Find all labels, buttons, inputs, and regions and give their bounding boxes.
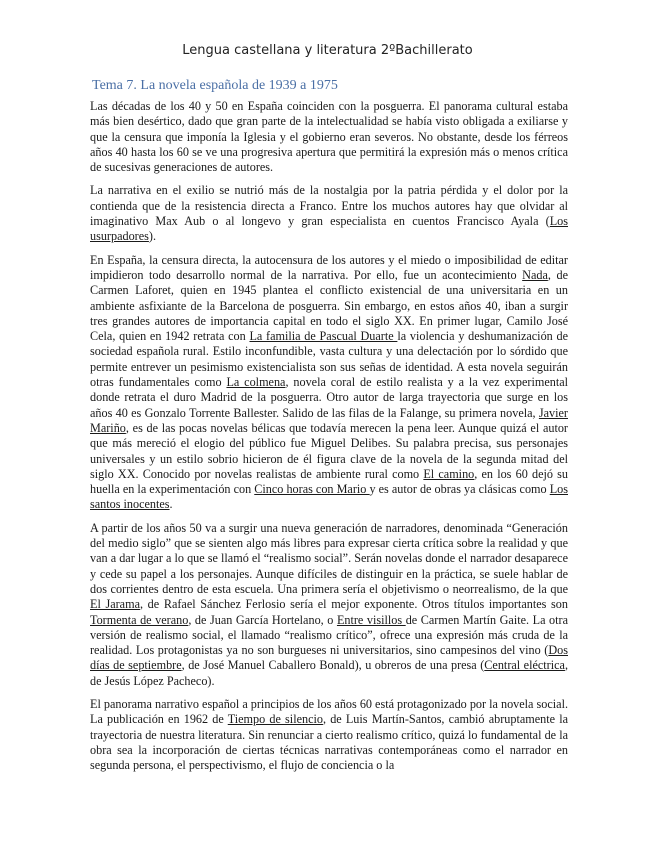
paragraph-text: , de Carmen Laforet, quien en 1945 plantea el conflicto existencial de una universitaria en un ambiente asfixiante de la Barcelona de posguerra. Sin embargo, en estos años 40, iban a surgir tres grandes autores de importancia capital en todo el siglo XX. En primer lugar, Camilo José Cela, quien en 1942 retrata con bbox=[90, 267, 568, 344]
underlined-title: Los usurpadores bbox=[90, 214, 568, 244]
page-header: Lengua castellana y literatura 2ºBachillerato bbox=[182, 43, 473, 58]
paragraph-text: Las décadas de los 40 y 50 en España coinciden con la posguerra. El panorama cultural estaba más bien desértico, dado que gran parte de la intelectualidad se había visto obligada a exiliarse y que la censura que imponía la Iglesia y el gobierno eran severos. No obstante, desde los férreos años 40 hasta los 60 se ve una progresiva apertura que permitirá la expresión más o menos crítica de sucesivas generaciones de autores. bbox=[90, 99, 568, 175]
paragraph-text: , es de las pocas novelas bélicas que todavía merecen la pena leer. Aunque quizá el autor que más mereció el elogio del público fue Miguel Delibes. Su palabra precisa, sus personajes universales y un estilo sobrio hicieron de él figura clave de la novela de la segunda mitad del siglo XX. Conocido por novelas realistas de ambiente rural como bbox=[90, 420, 568, 481]
paragraph bbox=[90, 697, 568, 773]
paragraph-text: El panorama narrativo español a principios de los años 60 está protagonizado por la novela social. La publicación en 1962 de bbox=[90, 696, 568, 727]
paragraph-text: En España, la censura directa, la autocensura de los autores y el miedo o imposibilidad de editar impidieron todo desarrollo normal de la narrativa. Por ello, fue un acontecimiento bbox=[90, 252, 568, 282]
paragraph-text: , en los 60 dejó su huella en la experimentación con bbox=[90, 466, 569, 497]
underlined-title: La familia de Pascual Duarte bbox=[249, 329, 398, 344]
paragraph bbox=[90, 253, 568, 513]
paragraph-text: , de Jesús López Pacheco). bbox=[90, 658, 568, 688]
paragraph-text: , de José Manuel Caballero Bonald), u obreros de una presa ( bbox=[181, 658, 485, 673]
underlined-title: Tiempo de silencio bbox=[227, 712, 323, 727]
paragraph-text: A partir de los años 50 va a surgir una nueva generación de narradores, denominada “Generación del medio siglo” que se sienten algo más libres para expresar cierta crítica sobre la realidad y que van a dar lugar a lo que se llamó el “realismo social”. Serán novelas donde el narrador desaparece y cede su papel a los personajes. Aunque difíciles de distinguir en la práctica, se suele hablar de dos corrientes dentro de esta escuela. Una primera sería el objetivismo o neorrealismo, de la que bbox=[90, 520, 568, 596]
paragraph-text: la violencia y deshumanización de sociedad española rural. Estilo inconfundible, vasta cultura y una delectación por lo sórdido que permite entrever un pesimismo existencialista son sus señas de identidad. A esta novela seguirán otras fundamentales como bbox=[90, 329, 568, 390]
paragraph-text: ). bbox=[148, 229, 156, 244]
underlined-title: Entre visillos bbox=[336, 612, 406, 627]
paragraph-text: , de Juan García Hortelano, o bbox=[188, 612, 337, 627]
underlined-title: Central eléctrica bbox=[484, 658, 565, 673]
underlined-title: Javier Mariño bbox=[90, 405, 568, 435]
page-title: Tema 7. La novela española de 1939 a 1975 bbox=[92, 78, 338, 93]
paragraph-text: La narrativa en el exilio se nutrió más de la nostalgia por la patria pérdida y el dolor por la contienda que de la resistencia directa a Franco. Entre los muchos autores hay que olvidar al imaginativo Max Aub o al longevo y gran especialista en cuentos Francisco Ayala ( bbox=[90, 183, 568, 229]
document-body bbox=[90, 99, 568, 781]
paragraph-text: . bbox=[169, 497, 173, 512]
underlined-title: Dos días de septiembre bbox=[90, 643, 568, 673]
paragraph bbox=[90, 99, 568, 175]
underlined-title: El Jarama bbox=[90, 597, 140, 612]
paragraph-text: de Carmen Martín Gaite. La otra versión de realismo social, el llamado “realismo crítico”, ofrece una expresión más cruda de la realidad. Los protagonistas ya no son burgueses ni universitarios, sino campesinos del vino ( bbox=[90, 612, 568, 658]
underlined-title: Nada bbox=[522, 267, 548, 282]
underlined-title: Tormenta de verano bbox=[90, 612, 189, 627]
underlined-title: La colmena bbox=[226, 375, 286, 390]
paragraph bbox=[90, 183, 568, 244]
paragraph-text: , novela coral de estilo realista y a la vez experimental donde retrata el duro Madrid de la posguerra. Otro autor de larga trayectoria que surge en los años 40 es Gonzalo Torrente Ballester. Salido de las filas de la Falange, su primera novela, bbox=[90, 375, 568, 420]
paragraph bbox=[90, 521, 568, 689]
underlined-title: El camino bbox=[423, 466, 475, 481]
paragraph-text: y es autor de obras ya clásicas como bbox=[369, 482, 550, 497]
underlined-title: Los santos inocentes bbox=[90, 482, 568, 512]
underlined-title: Cinco horas con Mario bbox=[254, 482, 370, 497]
paragraph-text: , de Rafael Sánchez Ferlosio sería el mejor exponente. Otros títulos importantes son bbox=[139, 597, 568, 612]
paragraph-text: , de Luis Martín-Santos, cambió abruptamente la trayectoria de nuestra literatura. Sin renunciar a cierto realismo crítico, quizá lo fundamental de la obra sea la incorporación de ciertas técnicas narrativas contemporáneas como el narrador en segunda persona, el perspectivismo, el flujo de conciencia o la bbox=[90, 712, 568, 773]
